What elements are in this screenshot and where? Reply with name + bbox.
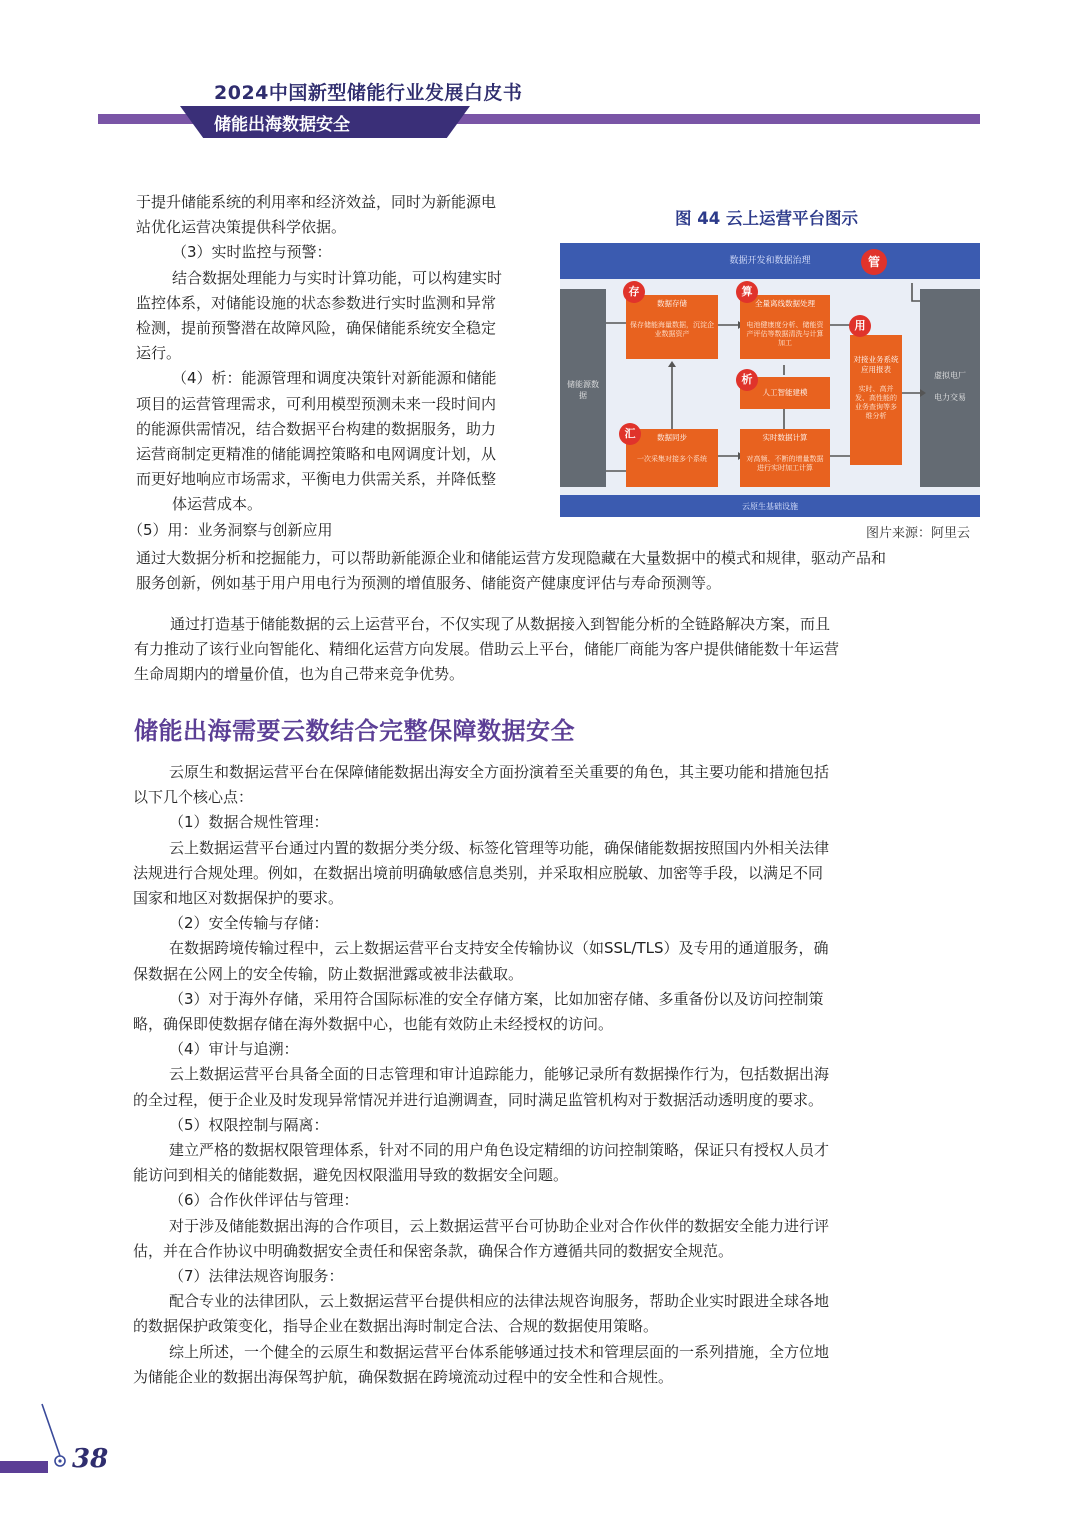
text-line: 体运营成本。 — [172, 495, 263, 514]
text-line: 云上数据运营平台具备全面的日志管理和审计追踪能力，能够记录所有数据操作行为，包括数据出海 — [169, 1065, 830, 1084]
diagram-bottom-bar — [560, 495, 980, 517]
text-line: 在数据跨境传输过程中，云上数据运营平台支持安全传输协议（如SSL/TLS）及专用的通道服务，确 — [169, 939, 829, 958]
text-line: 的数据保护政策变化，指导企业在数据出海时制定合法、合规的数据使用策略。 — [133, 1317, 659, 1336]
text-line: （2）安全传输与存储： — [169, 914, 329, 933]
text-line: 运行。 — [136, 344, 182, 363]
text-line: 估，并在合作协议中明确数据安全责任和保密条款，确保合作方遵循共同的数据安全规范。 — [133, 1241, 734, 1260]
box-offline-compute — [740, 295, 830, 359]
box-realtime-desc: 对高频、不断的增量数据进行实时加工计算 — [746, 455, 824, 472]
text-line: 检测，提前预警潜在故障风险，确保储能系统安全稳定 — [136, 319, 497, 338]
text-line: （7）法律法规咨询服务： — [169, 1267, 344, 1286]
text-line: 项目的运营管理需求，可利用模型预测未来一段时间内 — [136, 394, 497, 413]
diagram-bottom-label: 云原生基础设施 — [742, 502, 798, 511]
text-line: 国家和地区对数据保护的要求。 — [133, 889, 344, 908]
text-line: 综上所述，一个健全的云原生和数据运营平台体系能够通过技术和管理层面的一系列措施，全方位地 — [169, 1342, 830, 1361]
text-line: （5）权限控制与隔离： — [169, 1115, 329, 1134]
box-application — [850, 335, 902, 465]
text-line: 通过大数据分析和挖掘能力，可以帮助新能源企业和储能运营方发现隐藏在大量数据中的模式和规律，驱动产品和 — [136, 549, 887, 567]
box-app-desc: 实时、高并发、高性能的业务查询等多维分析 — [855, 385, 897, 420]
text-line: 而更好地响应市场需求，平衡电力供需关系，并降低整 — [136, 470, 497, 489]
text-line: 通过打造基于储能数据的云上运营平台，不仅实现了从数据接入到智能分析的全链路解决方案，而且 — [170, 615, 831, 633]
text-line: （3）对于海外存储，采用符合国际标准的安全存储方案，比如加密存储、多重备份以及访问控制策 — [169, 989, 824, 1008]
platform-diagram — [560, 243, 980, 517]
page-number: 38 — [72, 1444, 109, 1474]
text-line: （6）合作伙伴评估与管理： — [169, 1191, 359, 1210]
text-line: （4）审计与追溯： — [169, 1040, 299, 1059]
text-line: 法规进行合规处理。例如，在数据出境前明确敏感信息类别，并采取相应脱敏、加密等手段，以满足不同 — [133, 863, 824, 882]
text-line: 为储能企业的数据出海保驾护航，确保数据在跨境流动过程中的安全性和合规性。 — [133, 1367, 674, 1386]
footer-decoration — [0, 0, 120, 1528]
right-label-1: 虚拟电厂 — [934, 371, 966, 380]
text-line: （3）实时监控与预警： — [172, 243, 332, 262]
text-line: 的全过程，便于企业及时发现异常情况并进行追溯调查，同时满足监管机构对于数据活动透明度的要求。 — [133, 1090, 824, 1109]
left-column-text — [128, 190, 503, 543]
figure-source: 图片来源：阿里云 — [866, 526, 971, 541]
text-line: 配合专业的法律团队，云上数据运营平台提供相应的法律法规咨询服务，帮助企业实时跟进全球各地 — [169, 1292, 830, 1311]
box-realtime-compute — [740, 429, 830, 487]
text-line: 略，确保即使数据存储在海外数据中心，也能有效防止未经授权的访问。 — [133, 1015, 614, 1034]
section-heading: 储能出海需要云数结合完整保障数据安全 — [134, 717, 575, 745]
text-line: 站优化运营决策提供科学依据。 — [136, 218, 347, 237]
text-line: 建立严格的数据权限管理体系，针对不同的用户角色设定精细的访问控制策略，保证只有授权人员才 — [169, 1141, 830, 1160]
text-line: 服务创新，例如基于用户用电行为预测的增值服务、储能资产健康度评估与寿命预测等。 — [136, 574, 722, 593]
left-source-label: 储能源数据 — [567, 380, 599, 400]
report-title: 2024中国新型储能行业发展白皮书 — [214, 82, 523, 104]
box-app-title: 对接业务系统应用报表 — [853, 355, 899, 374]
cun-badge: 存 — [623, 281, 645, 303]
section-subtitle: 储能出海数据安全 — [214, 115, 350, 135]
box-sync-desc: 一次采集对接多个系统 — [637, 455, 707, 463]
box-storage-desc: 保存储能海量数据，沉淀企业数据资产 — [630, 321, 714, 338]
box-ai-title: 人工智能建模 — [762, 388, 808, 397]
text-line: 以下几个核心点： — [133, 788, 254, 807]
diagram-top-label: 数据开发和数据治理 — [729, 256, 811, 266]
text-line: 生命周期内的增量价值，也为自己带来竞争优势。 — [134, 665, 465, 684]
box-offline-desc: 电池健康度分析、储能资产评估等数据清洗与计算加工 — [746, 321, 824, 347]
guan-badge: 管 — [861, 249, 887, 275]
body-text — [133, 760, 829, 1390]
text-line: 的能源供需情况，结合数据平台构建的数据服务，助力 — [136, 419, 497, 438]
box-storage-title: 数据存储 — [657, 299, 687, 308]
hui-badge: 汇 — [619, 423, 641, 445]
suan-badge: 算 — [736, 281, 758, 303]
paragraph-bigdata — [136, 546, 886, 596]
figure-title: 图 44 云上运营平台图示 — [675, 209, 858, 228]
text-line: （5）用：业务洞察与创新应用 — [128, 520, 333, 539]
footer-bar — [0, 1461, 48, 1473]
text-line: 监控体系，对储能设施的状态参数进行实时监测和异常 — [136, 293, 497, 312]
text-line: （1）数据合规性管理： — [169, 813, 329, 832]
box-sync-title: 数据同步 — [657, 433, 687, 442]
text-line: 有力推动了该行业向智能化、精细化运营方向发展。借助云上平台，储能厂商能为客户提供储能数十年运营 — [134, 640, 840, 659]
text-line: 运营商制定更精准的储能调控策略和电网调度计划，从 — [136, 445, 497, 464]
yong-badge: 用 — [849, 315, 871, 337]
text-line: 云原生和数据运营平台在保障储能数据出海安全方面扮演着至关重要的角色，其主要功能和措施包括 — [169, 763, 830, 781]
text-line: 保数据在公网上的安全传输，防止数据泄露或被非法截取。 — [133, 964, 524, 983]
text-line: 云上数据运营平台通过内置的数据分类分级、标签化管理等功能，确保储能数据按照国内外相关法律 — [169, 838, 830, 857]
right-label-2: 电力交易 — [934, 393, 966, 402]
box-storage — [626, 295, 718, 359]
text-line: 结合数据处理能力与实时计算功能，可以构建实时 — [172, 268, 503, 287]
paragraph-platform — [134, 612, 839, 688]
text-line: 于提升储能系统的利用率和经济效益，同时为新能源电 — [136, 193, 497, 211]
xi-badge: 析 — [736, 369, 758, 391]
text-line: （4）析：能源管理和调度决策针对新能源和储能 — [172, 369, 497, 388]
box-offline-title: 全量离线数据处理 — [755, 299, 815, 308]
text-line: 能访问到相关的储能数据，避免因权限滥用导致的数据安全问题。 — [133, 1166, 569, 1185]
box-realtime-title: 实时数据计算 — [762, 433, 808, 442]
text-line: 对于涉及储能数据出海的合作项目，云上数据运营平台可协助企业对合作伙伴的数据安全能力进行评 — [169, 1216, 830, 1235]
